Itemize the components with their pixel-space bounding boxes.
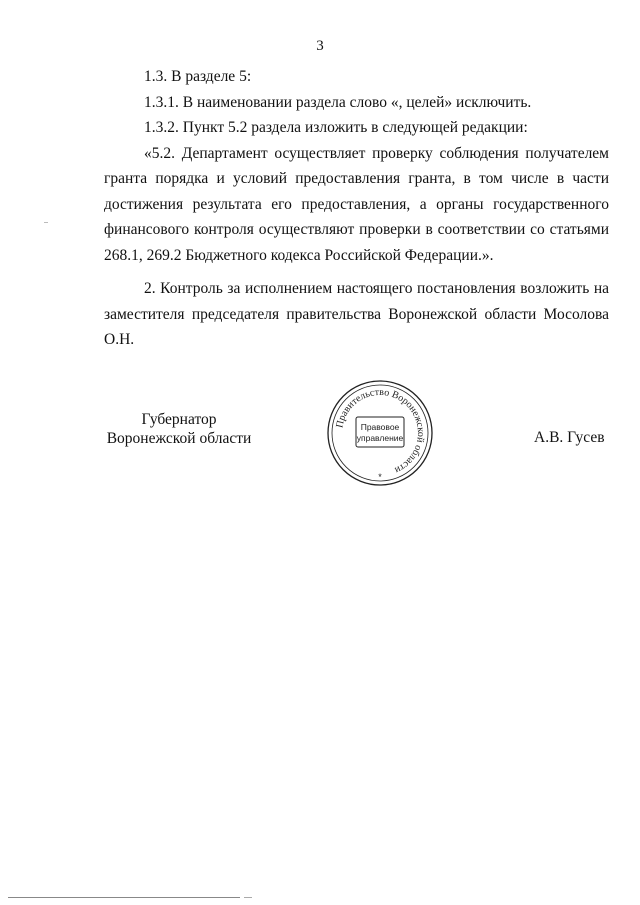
signatory-region: Воронежской области	[106, 430, 252, 447]
seal-ring-text: Правительство Воронежской области	[334, 386, 427, 476]
seal-center-line2: управление	[356, 433, 404, 443]
paragraph-2: 2. Контроль за исполнением настоящего постановления возложить на заместителя председателя правительства Воронежской области Мосолова О.Н.	[104, 280, 609, 348]
paragraph-1-3: 1.3. В разделе 5:	[144, 68, 252, 85]
seal-star: *	[378, 472, 382, 482]
signatory-title	[104, 410, 254, 448]
official-seal-stamp	[324, 377, 436, 489]
bottom-divider-mark	[244, 897, 252, 898]
seal-graphic	[324, 377, 436, 489]
signatory-name: А.В. Гусев	[534, 429, 605, 446]
bottom-divider	[8, 897, 240, 898]
seal-center-line1: Правовое	[360, 422, 400, 432]
document-body	[104, 64, 609, 353]
signatory-position: Губернатор	[141, 411, 217, 428]
margin-mark	[44, 222, 48, 223]
page-number: 3	[316, 38, 324, 54]
paragraph-5-2-quote: «5.2. Департамент осуществляет проверку соблюдения получателем гранта порядка и условий предоставления гранта, в том числе в части достижения результата его предоставления, а органы государственного финансового контроля осуществляют проверки в соответствии со статьями 268.1, 269.2 Бюджетного кодекса Российской Федерации.».	[104, 144, 609, 264]
paragraph-1-3-1: 1.3.1. В наименовании раздела слово «, целей» исключить.	[144, 93, 532, 111]
paragraph-1-3-2: 1.3.2. Пункт 5.2 раздела изложить в следующей редакции:	[144, 119, 528, 136]
